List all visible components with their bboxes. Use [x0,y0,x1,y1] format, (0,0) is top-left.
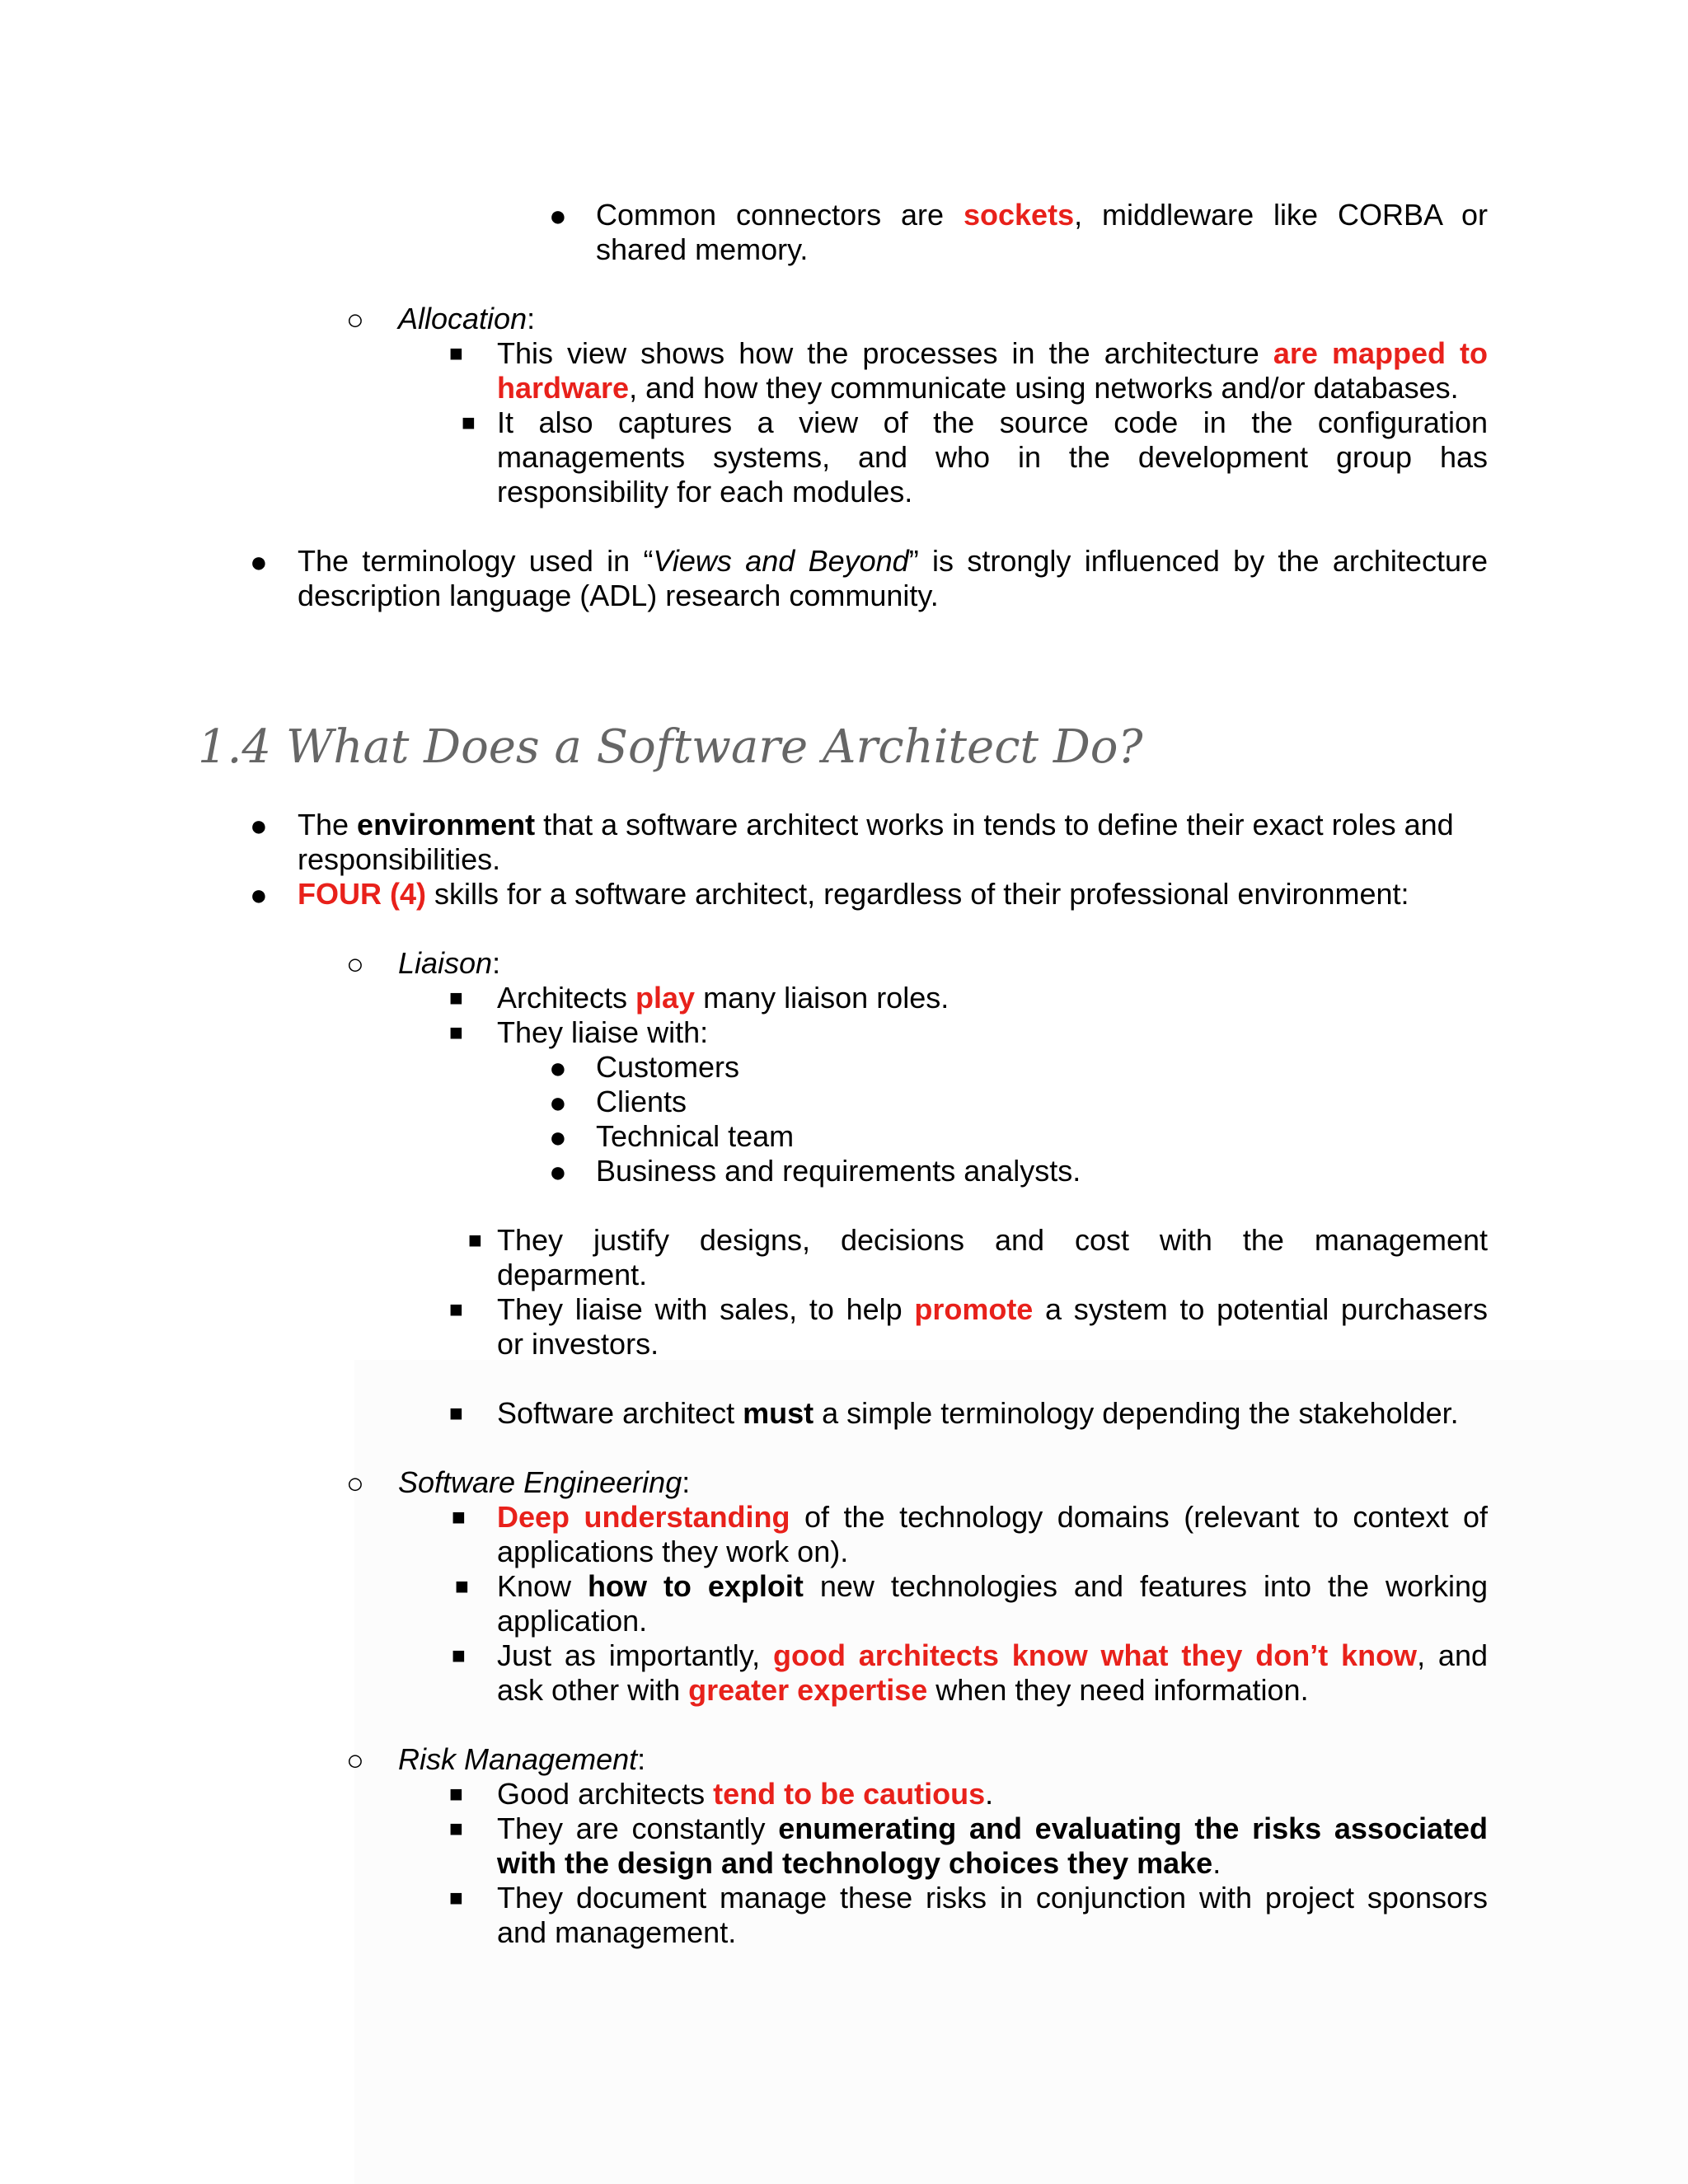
risk-1-line: Good architects tend to be cautious. [497,1777,994,1811]
se-2-line-2: application. [497,1604,648,1638]
circle-marker: ○ [346,1466,364,1500]
liaise-clients: Clients [596,1085,687,1118]
square-marker: ■ [449,1885,463,1910]
bullet-marker: ● [250,808,268,842]
liaise-business: Business and requirements analysts. [596,1154,1081,1188]
square-marker: ■ [449,985,463,1010]
justify-line-2: deparment. [497,1258,648,1291]
alloc-1-line-2: hardware, and how they communicate using networks and/or databases. [497,371,1459,405]
square-marker: ■ [462,410,476,435]
must-line: Software architect must a simple terminology depending the stakeholder. [497,1396,1459,1430]
alloc-2-line-1: It also captures a view of the source code in the configuration [497,405,1488,439]
square-marker: ■ [449,1400,463,1426]
bullet-marker: ● [549,1120,567,1154]
alloc-2-line-2: managements systems, and who in the development group has [497,440,1488,474]
bullet-marker: ● [250,878,268,912]
liaison-item-1: Architects play many liaison roles. [497,981,950,1015]
risk-2-line-2: with the design and technology choices they make. [497,1846,1221,1880]
square-marker: ■ [449,1019,463,1045]
risk-3-line-2: and management. [497,1915,737,1949]
bullet-marker: ● [250,545,268,579]
bullet-marker: ● [549,1155,567,1188]
square-marker: ■ [452,1504,466,1530]
se-1-line-1: Deep understanding of the technology domains (relevant to context of [497,1500,1488,1534]
liaise-customers: Customers [596,1050,740,1084]
sales-line-2: or investors. [497,1327,659,1361]
justify-line-1: They justify designs, decisions and cost with the management [497,1223,1488,1257]
connectors-line-1: Common connectors are sockets, middleware like CORBA or [596,198,1488,232]
four-skills-line: FOUR (4) skills for a software architect, regardless of their professional environment: [298,877,1409,911]
square-marker: ■ [468,1227,482,1253]
risk-management-title: Risk Management: [398,1742,646,1776]
terminology-line-2: description language (ADL) research community. [298,579,939,612]
bullet-marker: ● [549,199,567,232]
connectors-line-2: shared memory. [596,232,809,266]
se-3-line-2: ask other with greater expertise when they need information. [497,1673,1309,1707]
risk-2-line-1: They are constantly enumerating and evaluating the risks associated [497,1811,1488,1845]
se-1-line-2: applications they work on). [497,1535,849,1568]
square-marker: ■ [455,1573,469,1599]
liaison-title: Liaison: [398,946,501,980]
alloc-1-line-1: This view shows how the processes in the architecture are mapped to [497,336,1488,370]
square-marker: ■ [449,1781,463,1807]
bullet-marker: ● [549,1085,567,1119]
se-3-line-1: Just as importantly, good architects know what they don’t know, and [497,1638,1488,1672]
risk-3-line-1: They document manage these risks in conjunction with project sponsors [497,1881,1488,1915]
software-engineering-title: Software Engineering: [398,1465,691,1499]
square-marker: ■ [449,1816,463,1841]
circle-marker: ○ [346,947,364,981]
environment-line-2: responsibilities. [298,842,501,876]
liaison-item-2: They liaise with: [497,1015,709,1049]
section-heading: 1.4 What Does a Software Architect Do? [198,720,1143,774]
terminology-line-1: The terminology used in “Views and Beyond” is strongly influenced by the architecture [298,544,1488,578]
sales-line-1: They liaise with sales, to help promote a system to potential purchasers [497,1292,1488,1326]
square-marker: ■ [449,340,463,366]
circle-marker: ○ [346,302,364,336]
alloc-2-line-3: responsibility for each modules. [497,475,913,509]
se-2-line-1: Know how to exploit new technologies and features into the working [497,1569,1489,1603]
allocation-title: Allocation: [398,302,536,335]
square-marker: ■ [449,1296,463,1322]
bullet-marker: ● [549,1051,567,1085]
square-marker: ■ [452,1643,466,1668]
environment-line-1: The environment that a software architect works in tends to define their exact roles and [298,808,1454,841]
liaise-technical-team: Technical team [596,1119,795,1153]
circle-marker: ○ [346,1743,364,1777]
